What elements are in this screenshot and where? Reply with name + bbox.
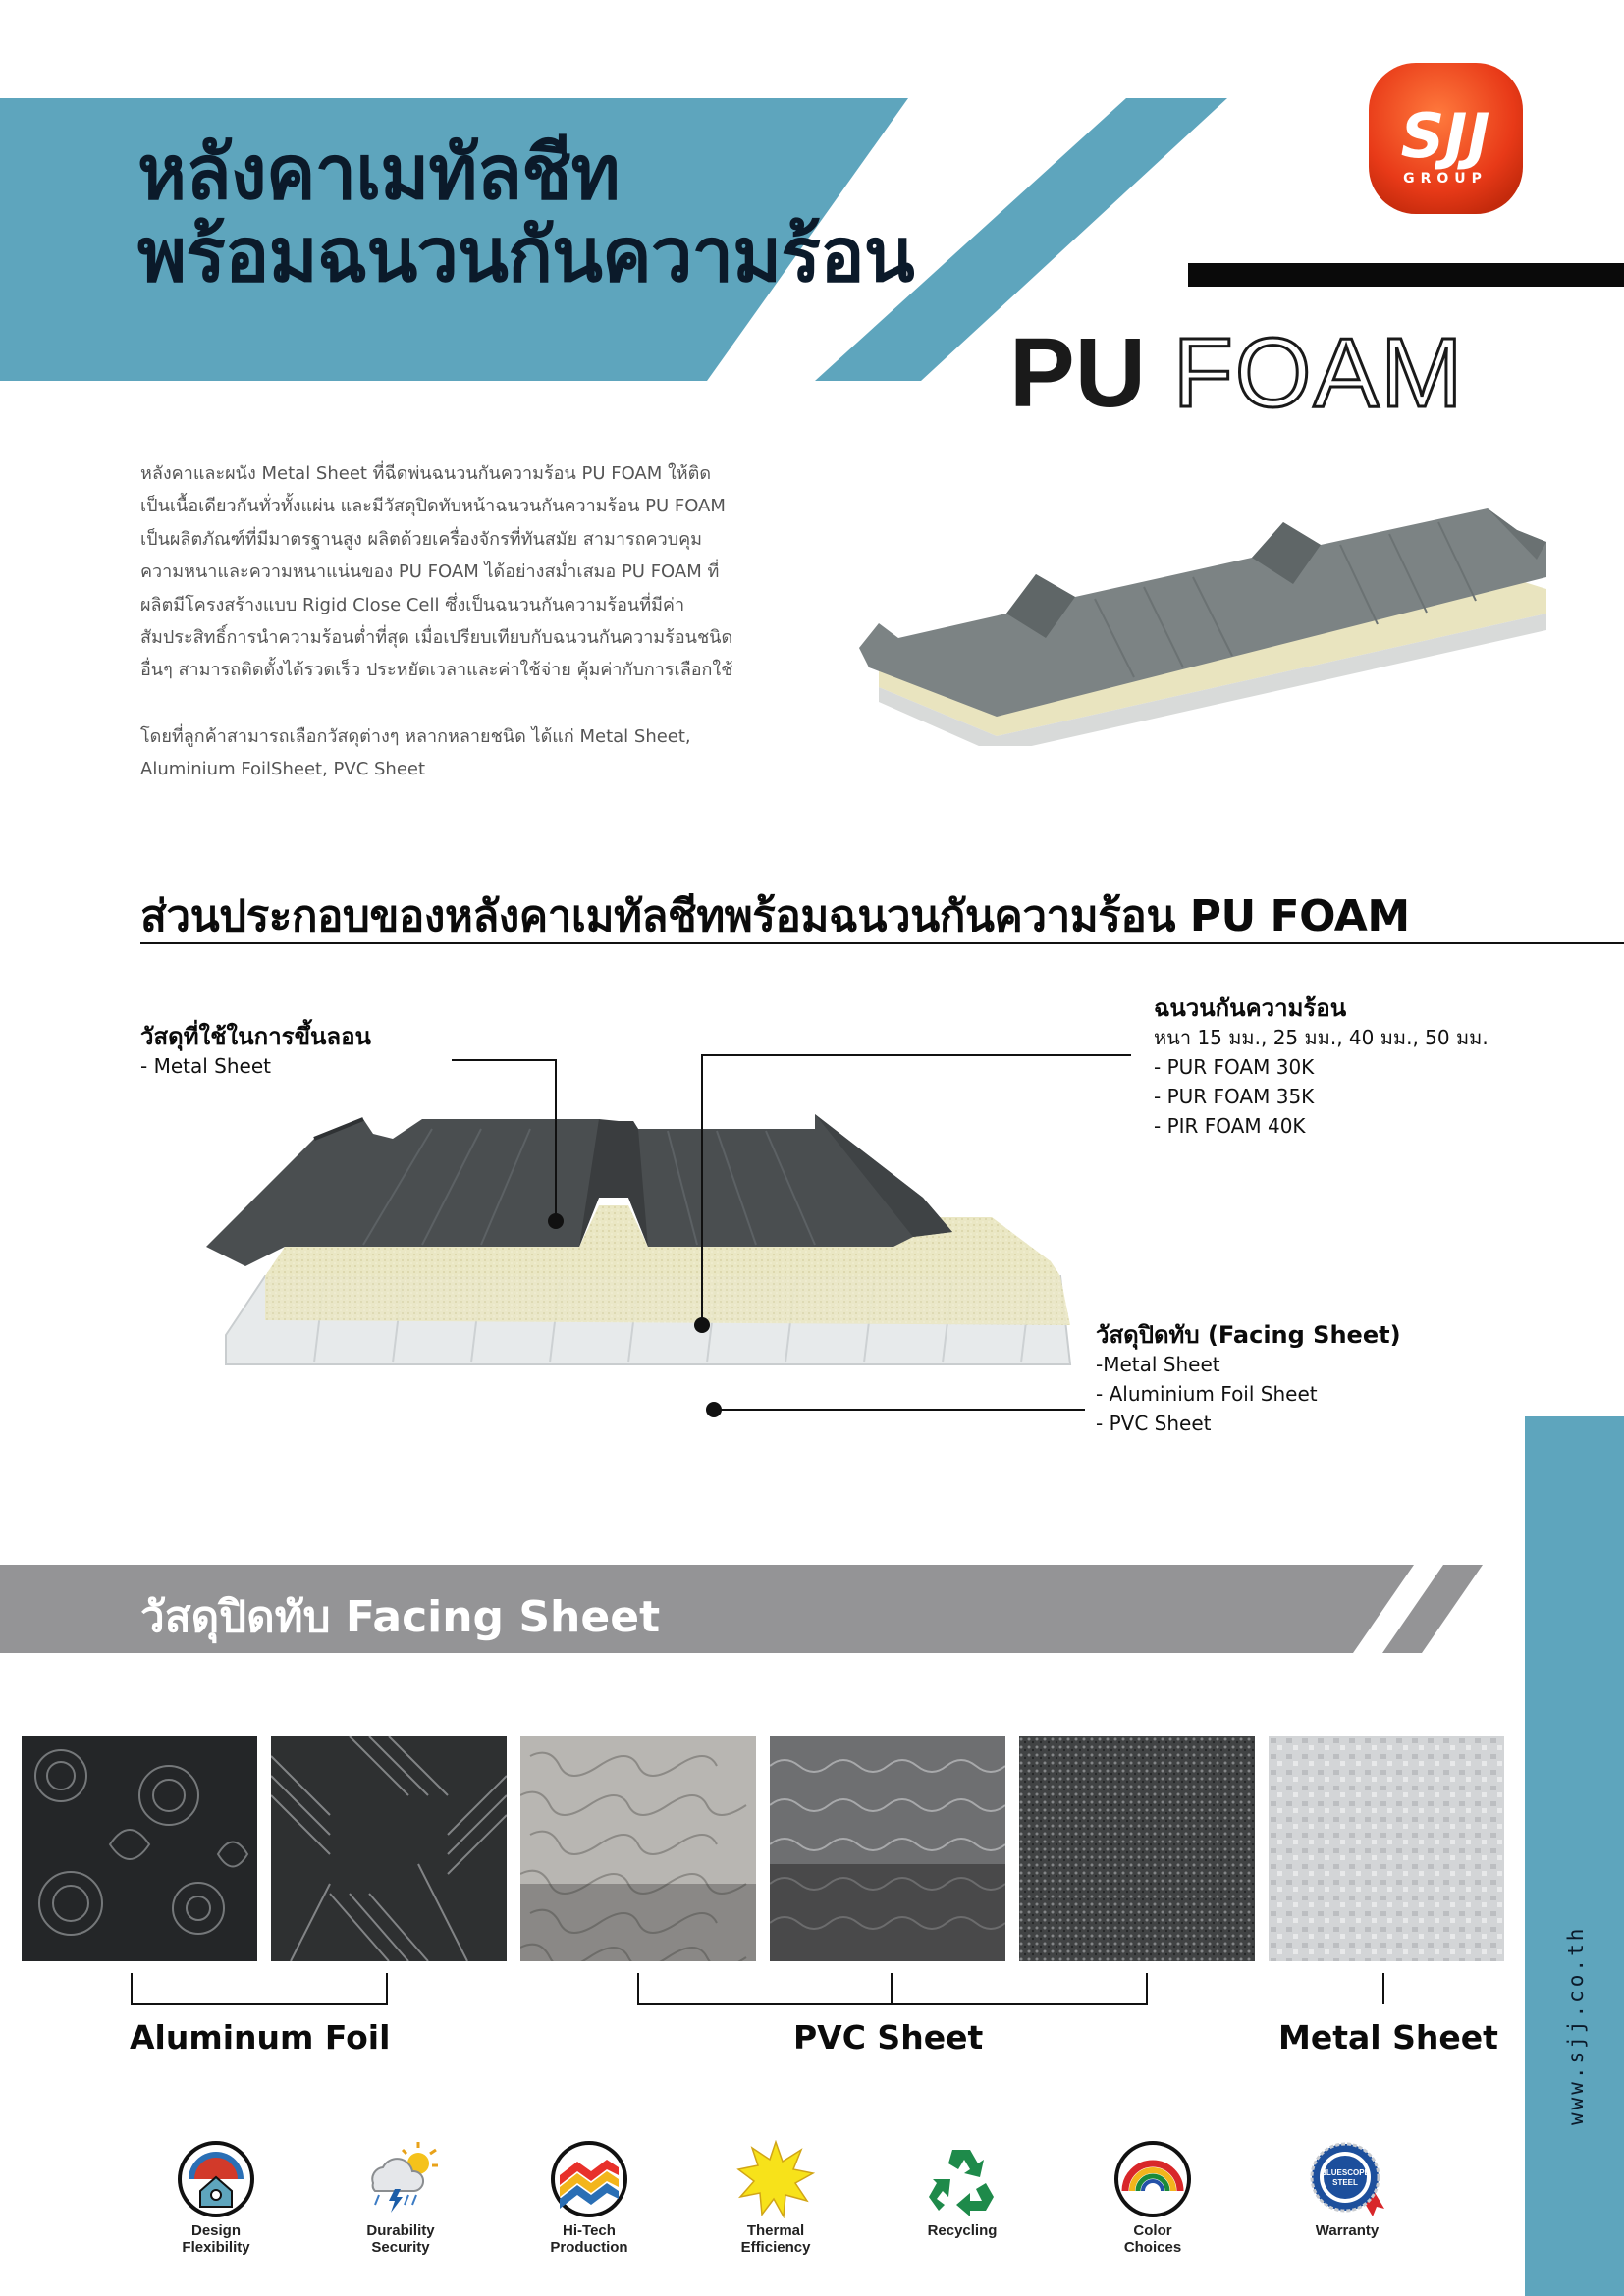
label-insulation-item: - PUR FOAM 35K	[1154, 1084, 1315, 1108]
svg-text:GROUP: GROUP	[1403, 171, 1488, 187]
svg-text:BLUESCOPE: BLUESCOPE	[1321, 2168, 1370, 2177]
product-name-outline: FOAM	[1172, 318, 1465, 428]
intro-paragraph-1	[140, 457, 788, 687]
product-name-bold: PU	[1009, 318, 1146, 428]
facing-section-heading: วัสดุปิดทับ Facing Sheet	[140, 1592, 661, 1642]
intro-line: อื่นๆ สามารถติดตั้งได้รวดเร็ว ประหยัดเวลาและค่าใช้จ่าย คุ้มค่ากับการเลือกใช้	[140, 660, 733, 681]
label-facing-item: - PVC Sheet	[1096, 1411, 1212, 1435]
intro-line: Aluminium FoilSheet, PVC Sheet	[140, 759, 426, 780]
feature-label: Hi-Tech Production	[550, 2222, 628, 2256]
intro-line: เป็นผลิตภัณฑ์ที่มีมาตรฐานสูง ผลิตด้วยเครื่องจักรที่ทันสมัย สามารถควบคุม	[140, 528, 703, 550]
design-flexibility-icon	[177, 2140, 255, 2218]
sjj-group-logo	[1365, 59, 1527, 218]
swatch-pvc-granular	[1019, 1736, 1255, 1961]
intro-line: เป็นเนื้อเดียวกันทั่วทั้งแผ่น และมีวัสดุปิดทับหน้าฉนวนกันความร้อน PU FOAM	[140, 496, 726, 517]
page-title-line-1: หลังคาเมทัลชีท	[137, 129, 620, 216]
components-rule	[140, 942, 1624, 944]
intro-line: สัมประสิทธิ์การนำความร้อนต่ำที่สุด เมื่อเปรียบเทียบกับฉนวนกันความร้อนชนิด	[140, 627, 733, 649]
label-roofing-title: วัสดุที่ใช้ในการขึ้นลอน	[140, 1023, 371, 1050]
swatch-pvc-stucco-dark	[770, 1736, 1005, 1961]
feature-hi-tech-production	[520, 2140, 658, 2256]
feature-design-flexibility	[147, 2140, 285, 2256]
feature-label: Color Choices	[1123, 2222, 1182, 2256]
website-url[interactable]	[1556, 2037, 1596, 2125]
feature-color-choices	[1084, 2140, 1221, 2256]
side-accent-bar	[1525, 1416, 1624, 2296]
components-heading: ส่วนประกอบของหลังคาเมทัลชีทพร้อมฉนวนกันความร้อน PU FOAM	[140, 891, 1410, 941]
group-label-pvc-sheet: PVC Sheet	[793, 2018, 984, 2056]
feature-label: Design Flexibility	[182, 2222, 250, 2256]
intro-line: ความหนาและความหนาแน่นของ PU FOAM ได้อย่างสม่ำเสมอ PU FOAM ที่	[140, 561, 720, 583]
group-label-metal-sheet: Metal Sheet	[1278, 2018, 1498, 2056]
swatch-pvc-stucco-light	[520, 1736, 756, 1961]
feature-label: Thermal Efficiency	[740, 2222, 811, 2256]
feature-label: Recycling	[927, 2222, 998, 2239]
label-facing-sheet	[1096, 1321, 1401, 1438]
label-facing-item: -Metal Sheet	[1096, 1352, 1220, 1376]
svg-text:STEEL: STEEL	[1332, 2178, 1358, 2187]
feature-label: Durability Security	[366, 2222, 435, 2256]
feature-thermal-efficiency	[707, 2140, 844, 2256]
feature-recycling	[893, 2140, 1031, 2239]
intro-line: หลังคาและผนัง Metal Sheet ที่ฉีดพ่นฉนวนกันความร้อน PU FOAM ให้ติด	[140, 463, 712, 484]
svg-text:SJJ: SJJ	[1400, 100, 1490, 172]
warranty-icon	[1308, 2140, 1386, 2218]
recycling-icon	[923, 2140, 1001, 2218]
hero-panel-illustration	[839, 501, 1556, 746]
label-insulation-item: - PUR FOAM 30K	[1154, 1054, 1315, 1079]
label-insulation-title: ฉนวนกันความร้อน	[1154, 994, 1347, 1022]
label-roofing-item: - Metal Sheet	[140, 1053, 271, 1078]
durability-security-icon	[361, 2140, 440, 2218]
feature-warranty	[1278, 2140, 1416, 2239]
group-label-aluminum-foil: Aluminum Foil	[130, 2018, 391, 2056]
swatch-aluminum-foil-crosshatch	[271, 1736, 507, 1961]
intro-line: ผลิตมีโครงสร้างแบบ Rigid Close Cell ซึ่งเป็นฉนวนกันความร้อนที่มีค่า	[140, 594, 685, 615]
label-roofing-material	[140, 1023, 371, 1081]
label-insulation-item: - PIR FOAM 40K	[1154, 1113, 1306, 1138]
panel-layers-diagram	[206, 1070, 1090, 1453]
label-facing-item: - Aluminium Foil Sheet	[1096, 1381, 1318, 1406]
thermal-efficiency-icon	[736, 2140, 815, 2218]
label-insulation	[1154, 994, 1489, 1141]
intro-line: โดยที่ลูกค้าสามารถเลือกวัสดุต่างๆ หลากหลายชนิด ได้แก่ Metal Sheet,	[140, 726, 691, 747]
intro-paragraph-2	[140, 721, 788, 786]
feature-label: Warranty	[1315, 2222, 1380, 2239]
swatch-aluminum-foil-embossed	[22, 1736, 257, 1961]
color-choices-icon	[1113, 2140, 1192, 2218]
product-name	[1009, 318, 1465, 428]
label-insulation-thickness: หนา 15 มม., 25 มม., 40 มม., 50 มม.	[1154, 1025, 1489, 1049]
swatch-metal-sheet-zinc	[1269, 1736, 1504, 1961]
page-title-line-2: พร้อมฉนวนกันความร้อน	[137, 211, 914, 298]
hi-tech-production-icon	[550, 2140, 628, 2218]
feature-durability-security	[332, 2140, 469, 2256]
header-black-bar	[1188, 263, 1624, 287]
label-facing-title: วัสดุปิดทับ (Facing Sheet)	[1096, 1321, 1401, 1349]
